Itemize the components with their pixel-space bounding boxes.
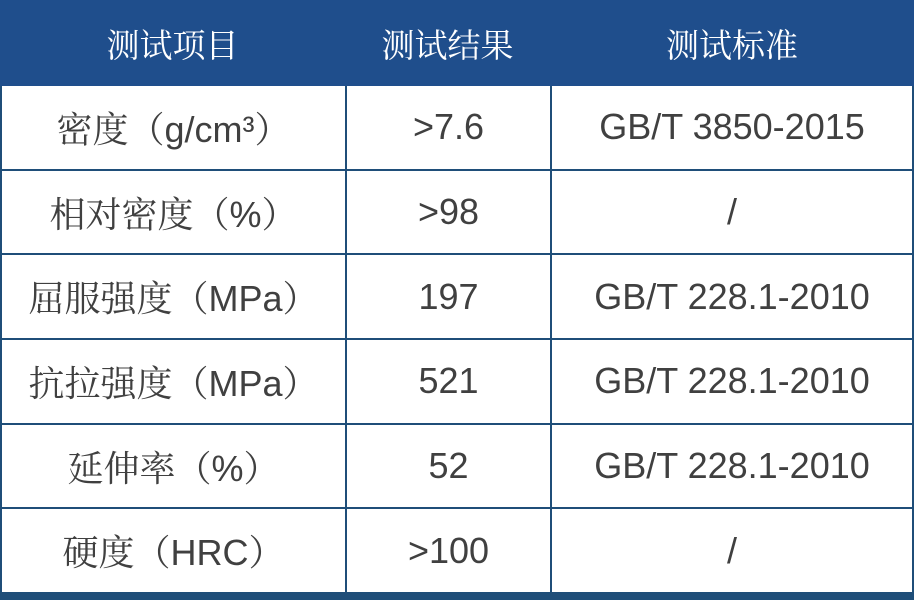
cell-result: 52	[347, 425, 552, 508]
table-row-density	[2, 86, 912, 171]
cell-item: 抗拉强度（MPa）	[2, 340, 347, 423]
cell-result: >100	[347, 509, 552, 592]
cell-standard: GB/T 228.1-2010	[594, 445, 870, 487]
table-row-relative-density	[2, 171, 912, 256]
cell-result: >7.6	[347, 86, 552, 169]
table-row-tensile-strength	[2, 340, 912, 425]
cell-item: 密度（g/cm³）	[2, 86, 347, 169]
cell-result: 521	[347, 340, 552, 423]
cell-item: 延伸率（%）	[2, 425, 347, 508]
cell-item: 相对密度（%）	[2, 171, 347, 254]
column-header-test-standard: 测试标准	[666, 26, 798, 64]
bottom-accent-bar	[0, 592, 914, 600]
table-row-hardness	[2, 509, 912, 592]
cell-result: >98	[347, 171, 552, 254]
cell-standard: GB/T 3850-2015	[599, 106, 865, 148]
cell-standard: GB/T 228.1-2010	[594, 360, 870, 402]
table-row-yield-strength	[2, 255, 912, 340]
table-body	[0, 86, 914, 592]
cell-standard: /	[726, 191, 737, 232]
cell-standard: /	[726, 529, 737, 571]
cell-result: 197	[347, 255, 552, 338]
cell-item: 屈服强度（MPa）	[2, 255, 347, 338]
column-header-test-result: 测试结果	[381, 26, 514, 64]
cell-standard: GB/T 228.1-2010	[594, 275, 870, 317]
column-header-test-item: 测试项目	[106, 26, 239, 64]
cell-item: 硬度（HRC）	[2, 509, 347, 592]
table-header-row	[0, 0, 914, 86]
table-row-elongation	[2, 425, 912, 510]
